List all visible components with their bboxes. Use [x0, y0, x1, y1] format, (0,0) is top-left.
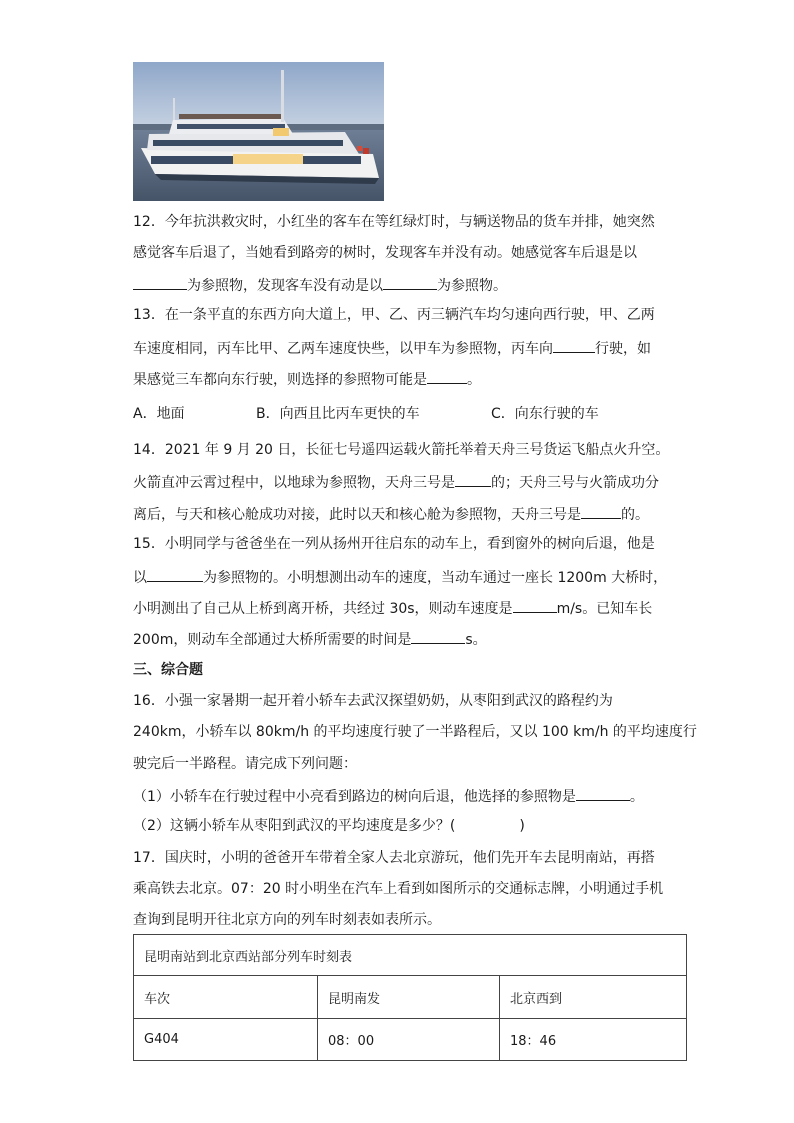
answer-blank[interactable] — [581, 504, 621, 519]
train-schedule-table — [133, 934, 687, 1061]
q15-line2b: 为参照物的。小明想测出动车的速度，当动车通过一座长 1200m 大桥时， — [203, 570, 668, 586]
q15-line3 — [133, 598, 652, 618]
q17-line1: 17．国庆时，小明的爸爸开车带着全家人去北京游玩，他们先开车去昆明南站，再搭 — [133, 850, 655, 866]
q14-line3b: 的。 — [621, 507, 649, 523]
q13-line2b: 行驶，如 — [595, 341, 651, 357]
q16-sub2b: ) — [519, 818, 525, 834]
q14-line3a: 离后，与天和核心舱成功对接，此时以天和核心舱为参照物，天舟三号是 — [133, 507, 581, 523]
q15-line4b: s。 — [465, 632, 487, 648]
answer-blank[interactable] — [576, 786, 630, 801]
q13-option-c[interactable]: C．向东行驶的车 — [491, 406, 599, 422]
answer-blank[interactable] — [133, 275, 187, 290]
table-header-row — [134, 976, 687, 1019]
table-cell: 08：00 — [318, 1019, 500, 1061]
q16-sub1 — [133, 786, 644, 806]
ferry-photo — [133, 62, 384, 201]
answer-blank[interactable] — [553, 338, 595, 353]
table-title: 昆明南站到北京西站部分列车时刻表 — [134, 935, 687, 976]
table-cell: 18：46 — [500, 1019, 687, 1061]
q13-line3b: 。 — [467, 372, 481, 388]
q15-line4a: 200m，则动车全部通过大桥所需要的时间是 — [133, 632, 412, 648]
answer-blank[interactable] — [411, 629, 465, 644]
table-title-row — [134, 935, 687, 976]
table-header-cell: 北京西到 — [500, 976, 687, 1019]
q12-line3a: 为参照物，发现客车没有动是以 — [187, 278, 383, 294]
q13-line3 — [133, 369, 481, 389]
q16-sub1b: 。 — [629, 789, 644, 805]
q16-line2: 240km，小轿车以 80km/h 的平均速度行驶了一半路程后，又以 100 km/h 的平均速度行 — [133, 724, 697, 740]
answer-blank[interactable] — [383, 275, 437, 290]
q15-line2a: 以 — [133, 570, 147, 586]
q15-line2 — [133, 567, 667, 587]
table-header-cell: 车次 — [134, 976, 318, 1019]
q17-line3: 查询到昆明开往北京方向的列车时刻表如表所示。 — [133, 912, 441, 928]
answer-blank[interactable] — [455, 472, 491, 487]
answer-blank[interactable] — [513, 598, 557, 613]
q14-line2a: 火箭直冲云霄过程中，以地球为参照物，天舟三号是 — [133, 475, 455, 491]
q12-line2: 感觉客车后退了，当她看到路旁的树时，发现客车并没有动。她感觉客车后退是以 — [133, 245, 637, 261]
q15-line4 — [133, 629, 487, 649]
answer-blank[interactable] — [427, 369, 467, 384]
q12-line1: 12．今年抗洪救灾时，小红坐的客车在等红绿灯时，与辆送物品的货车并排，她突然 — [133, 214, 655, 230]
q14-line2b: 的；天舟三号与火箭成功分 — [491, 475, 659, 491]
q14-line1: 14．2021 年 9 月 20 日，长征七号遥四运载火箭托举着天舟三号货运飞船点火升空。 — [133, 442, 670, 458]
q17-line2: 乘高铁去北京。07：20 时小明坐在汽车上看到如图所示的交通标志牌，小明通过手机 — [133, 881, 664, 897]
q16-sub2 — [133, 817, 525, 835]
answer-blank[interactable] — [147, 567, 203, 582]
q13-line3a: 果感觉三车都向东行驶，则选择的参照物可能是 — [133, 372, 427, 388]
table-row — [134, 1019, 687, 1061]
q16-sub1a: （1）小轿车在行驶过程中小亮看到路边的树向后退，他选择的参照物是 — [133, 789, 576, 805]
q15-line1: 15．小明同学与爸爸坐在一列从扬州开往启东的动车上，看到窗外的树向后退，他是 — [133, 536, 655, 552]
q12-line3b: 为参照物。 — [437, 278, 507, 294]
q15-line3b: m/s。已知车长 — [556, 601, 653, 617]
q15-line3a: 小明测出了自己从上桥到离开桥，共经过 30s，则动车速度是 — [133, 601, 513, 617]
q13-option-b[interactable]: B．向西且比丙车更快的车 — [256, 406, 420, 422]
q13-option-a[interactable]: A．地面 — [133, 406, 185, 422]
q13-line1: 13．在一条平直的东西方向大道上，甲、乙、丙三辆汽车均匀速向西行驶，甲、乙两 — [133, 307, 655, 323]
table-header-cell: 昆明南发 — [318, 976, 500, 1019]
q13-line2a: 车速度相同，丙车比甲、乙两车速度快些，以甲车为参照物，丙车向 — [133, 341, 553, 357]
q16-line3: 驶完后一半路程。请完成下列问题： — [133, 756, 357, 772]
q13-line2 — [133, 338, 651, 358]
q16-sub2a: （2）这辆小轿车从枣阳到武汉的平均速度是多少？( — [133, 818, 456, 834]
q14-line2 — [133, 472, 659, 492]
q16-line1: 16．小强一家暑期一起开着小轿车去武汉探望奶奶，从枣阳到武汉的路程约为 — [133, 693, 613, 709]
q12-line3 — [133, 275, 507, 295]
table-cell: G404 — [134, 1019, 318, 1061]
section-heading: 三、综合题 — [133, 662, 203, 678]
q14-line3 — [133, 504, 649, 524]
